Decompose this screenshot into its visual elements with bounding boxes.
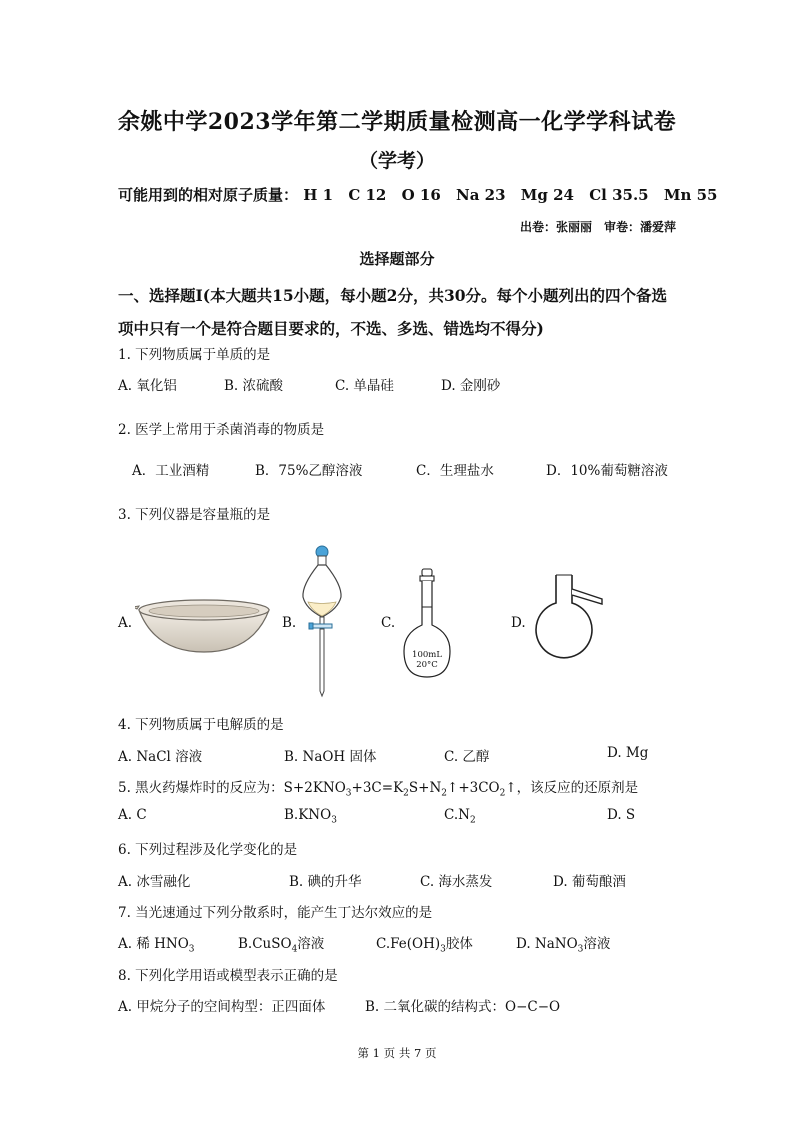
option: B. NaOH 固体 <box>284 749 377 765</box>
option: A. <box>118 615 133 631</box>
subscript: 2 <box>403 788 409 799</box>
option: B. 二氧化碳的结构式：O−C−O <box>365 999 561 1015</box>
option: A. 氧化铝 <box>118 378 177 394</box>
option: D. 金刚砂 <box>441 378 501 394</box>
subscript: 3 <box>345 788 352 799</box>
option: A．工业酒精 <box>132 463 210 479</box>
flask-label-temperature: 20°C <box>416 660 438 670</box>
atomic-label: 可能用到的相对原子质量： <box>118 186 299 204</box>
option: A. 稀 $HNO_3$ <box>118 936 195 955</box>
atomic-mass-item: Na 23 <box>456 186 506 204</box>
page-number: 第 1 页 共 7 页 <box>357 1046 437 1060</box>
option: A. 冰雪融化 <box>118 874 191 890</box>
option: B．75%乙醇溶液 <box>255 463 363 479</box>
distillation-flask-icon <box>528 573 606 671</box>
section-title: 选择题部分 <box>359 250 435 268</box>
atomic-mass-item: H 1 <box>303 186 334 204</box>
atomic-mass-item: O 16 <box>401 186 441 204</box>
option: D. 葡萄酿酒 <box>553 874 626 890</box>
option: B. 浓硫酸 <box>224 378 284 394</box>
option: $B.KNO_3$ <box>284 807 337 826</box>
subscript: 2 <box>499 788 506 799</box>
atomic-mass-item: Cl 35.5 <box>589 186 649 204</box>
question-stem: 8. 下列化学用语或模型表示正确的是 <box>118 968 338 984</box>
option: $C.N_2$ <box>444 807 476 826</box>
question-stem: 3. 下列仪器是容量瓶的是 <box>118 507 271 523</box>
stem-text: ↑，该反应的还原剂是 <box>505 780 639 796</box>
stem-text: 5. 黑火药爆炸时的反应为：S+2KNO <box>118 780 346 796</box>
option: C. 海水蒸发 <box>420 874 493 890</box>
option: C. 乙醇 <box>444 749 490 765</box>
option: $C.Fe(OH)_3$胶体 <box>376 936 473 955</box>
option: A. C <box>118 807 147 823</box>
option: D. NaNO$_3$溶液 <box>516 936 611 955</box>
option: D. <box>511 615 526 631</box>
separatory-funnel-icon <box>298 545 346 698</box>
option: C. 单晶硅 <box>335 378 394 394</box>
atomic-masses <box>118 184 727 205</box>
option: B.CuSO$_4$溶液 <box>238 936 325 955</box>
instructions: 一、选择题Ⅰ(本大题共15小题，每小题2分，共30分。每个小题列出的四个备选项中只有一个是符合题目要求的，不选、多选、错选均不得分) <box>118 286 668 338</box>
question-stem: 1. 下列物质属于单质的是 <box>118 347 271 363</box>
option: A. NaCl 溶液 <box>118 749 203 765</box>
question-stem: 4. 下列物质属于电解质的是 <box>118 717 284 733</box>
atomic-mass-item: C 12 <box>348 186 387 204</box>
option: B. 碘的升华 <box>289 874 362 890</box>
option: C. <box>381 615 396 631</box>
subscript: 2 <box>441 788 448 799</box>
atomic-mass-item: Mn 55 <box>663 186 718 204</box>
exam-subtitle: （学考） <box>358 150 435 172</box>
option: B. <box>282 615 297 631</box>
option: D. Mg <box>607 745 649 761</box>
flask-label-volume: 100mL <box>412 650 442 660</box>
option: D．10%葡萄糖溶液 <box>546 463 668 479</box>
question-stem: 6. 下列过程涉及化学变化的是 <box>118 842 298 858</box>
question-stem: 2. 医学上常用于杀菌消毒的物质是 <box>118 422 325 438</box>
question-stem <box>118 776 638 799</box>
stem-text: +3C=K <box>351 780 404 796</box>
question-stem: 7. 当光速通过下列分散系时，能产生丁达尔效应的是 <box>118 905 433 921</box>
stem-text: S+N <box>408 780 442 796</box>
stem-text: ↑+3CO <box>447 780 500 796</box>
option: A. 甲烷分子的空间构型：正四面体 <box>118 999 326 1015</box>
atomic-mass-item: Mg 24 <box>520 186 574 204</box>
evaporating-dish-icon <box>135 596 273 656</box>
exam-title: 余姚中学2023学年第二学期质量检测高一化学学科试卷 <box>117 109 677 135</box>
authors-line: 出卷：张丽丽 审卷：潘爱萍 <box>519 220 676 234</box>
option: C．生理盐水 <box>416 463 494 479</box>
option: D. S <box>607 807 636 823</box>
